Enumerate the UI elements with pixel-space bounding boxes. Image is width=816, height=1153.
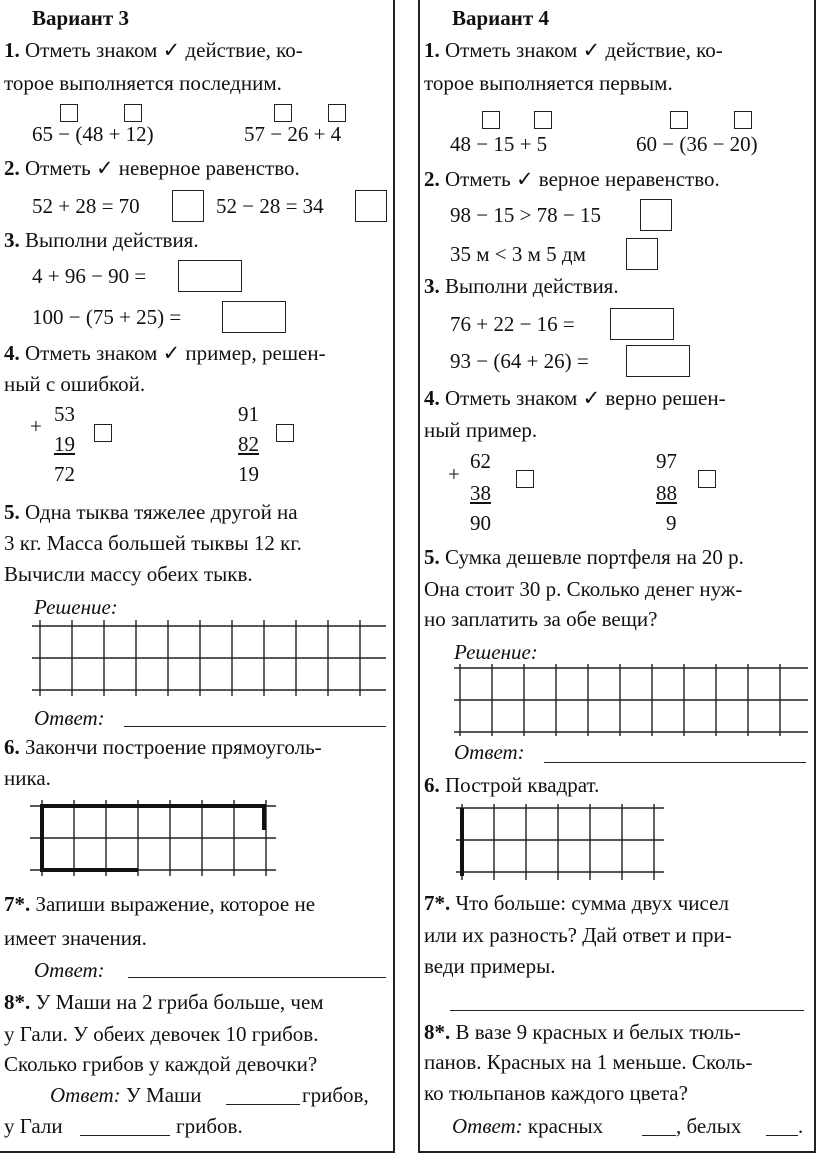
addend: 62: [470, 449, 491, 473]
variant-3-column: [0, 0, 395, 1153]
drawing-grid[interactable]: [30, 800, 276, 876]
variant-title: Вариант 3: [32, 6, 129, 30]
solution-grid[interactable]: [32, 620, 386, 696]
expression: 93 − (64 + 26) =: [450, 349, 589, 373]
subtrahend: 88: [656, 481, 677, 505]
check-box[interactable]: [172, 190, 204, 222]
task-5-line-2: 3 кг. Масса большей тыквы 12 кг.: [4, 531, 302, 555]
answer-row-1: Ответ: У Маши: [50, 1083, 202, 1107]
check-box[interactable]: [274, 104, 292, 122]
expression: 100 − (75 + 25) =: [32, 305, 182, 329]
task-7-line-3: веди примеры.: [424, 954, 556, 978]
drawing-grid[interactable]: [456, 804, 664, 880]
answer-box[interactable]: [222, 301, 286, 333]
answer-line[interactable]: [128, 977, 386, 978]
equation: 52 + 28 = 70: [32, 194, 140, 218]
answer-end: .: [798, 1114, 804, 1138]
solution-label: Решение:: [34, 595, 118, 619]
check-box[interactable]: [626, 238, 658, 270]
inequality: 35 м < 3 м 5 дм: [450, 242, 586, 266]
answer-blank[interactable]: [226, 1104, 300, 1105]
task-7-line-1: 7*. Запиши выражение, которое не: [4, 892, 316, 916]
task-7-line-2: имеет значения.: [4, 926, 147, 950]
addend: 38: [470, 481, 491, 505]
task-2-line-1: 2. Отметь ✓ верное неравенство.: [424, 167, 720, 191]
difference: 19: [238, 462, 259, 486]
check-box[interactable]: [670, 111, 688, 129]
addend: 53: [54, 402, 75, 426]
inequality: 98 − 15 > 78 − 15: [450, 203, 602, 227]
answer-line[interactable]: [124, 726, 386, 727]
answer-box[interactable]: [178, 260, 242, 292]
minuend: 91: [238, 402, 259, 426]
expression: 4 + 96 − 90 =: [32, 264, 147, 288]
check-box[interactable]: [516, 470, 534, 488]
check-box[interactable]: [60, 104, 78, 122]
task-5-line-2: Она стоит 30 р. Сколько денег нуж-: [424, 577, 743, 601]
task-1-line-2: торое выполняется первым.: [424, 71, 673, 95]
task-8-line-2: у Гали. У обеих девочек 10 грибов.: [4, 1022, 319, 1046]
task-6-line-1: 6. Закончи построение прямоуголь-: [4, 735, 322, 759]
variant-title: Вариант 4: [452, 6, 549, 30]
answer-line[interactable]: [544, 762, 806, 763]
check-box[interactable]: [94, 424, 112, 442]
check-box[interactable]: [534, 111, 552, 129]
answer-label: Ответ:: [34, 958, 105, 982]
answer-box[interactable]: [626, 345, 690, 377]
task-8-line-2: панов. Красных на 1 меньше. Сколь-: [424, 1050, 753, 1074]
check-box[interactable]: [328, 104, 346, 122]
task-7-line-1: 7*. Что больше: сумма двух чисел: [424, 891, 729, 915]
task-1-line-1: 1. Отметь знаком ✓ действие, ко-: [424, 38, 723, 62]
task-6-line-1: 6. Построй квадрат.: [424, 773, 600, 797]
task-3-line-1: 3. Выполни действия.: [424, 274, 619, 298]
expression: 57 − 26 + 4: [244, 122, 342, 146]
solution-grid[interactable]: [454, 664, 808, 736]
task-5-line-3: Вычисли массу обеих тыкв.: [4, 562, 253, 586]
task-1-line-1: 1. Отметь знаком ✓ действие, ко-: [4, 38, 303, 62]
task-8-line-3: Сколько грибов у каждой девочки?: [4, 1052, 318, 1076]
task-8-line-1: 8*. У Маши на 2 гриба больше, чем: [4, 990, 324, 1014]
answer-blank[interactable]: [642, 1135, 676, 1136]
plus-sign: +: [30, 414, 42, 438]
answer-blank[interactable]: [766, 1135, 798, 1136]
check-box[interactable]: [482, 111, 500, 129]
expression: 60 − (36 − 20): [636, 132, 758, 156]
task-7-line-2: или их разность? Дай ответ и при-: [424, 923, 732, 947]
answer-unit: грибов,: [302, 1083, 369, 1107]
subtrahend: 82: [238, 432, 259, 456]
task-2-line-1: 2. Отметь ✓ неверное равенство.: [4, 156, 300, 180]
plus-sign: +: [448, 462, 460, 486]
check-box[interactable]: [698, 470, 716, 488]
sum: 90: [470, 511, 491, 535]
check-box[interactable]: [124, 104, 142, 122]
answer-label: Ответ:: [34, 706, 105, 730]
answer-row: Ответ: красных: [452, 1114, 604, 1138]
task-4-line-1: 4. Отметь знаком ✓ пример, решен-: [4, 341, 326, 365]
task-6-line-2: ника.: [4, 766, 51, 790]
equation: 52 − 28 = 34: [216, 194, 324, 218]
task-8-line-3: ко тюльпанов каждого цвета?: [424, 1081, 688, 1105]
difference: 9: [666, 511, 677, 535]
answer-unit: грибов.: [176, 1114, 243, 1138]
answer-unit: , белых: [676, 1114, 742, 1138]
answer-box[interactable]: [610, 308, 674, 340]
task-4-line-2: ный с ошибкой.: [4, 372, 146, 396]
check-box[interactable]: [734, 111, 752, 129]
task-5-line-1: 5. Одна тыква тяжелее другой на: [4, 500, 298, 524]
answer-label: Ответ:: [454, 740, 525, 764]
answer-line[interactable]: [450, 1010, 804, 1011]
task-4-line-2: ный пример.: [424, 418, 538, 442]
answer-blank[interactable]: [80, 1135, 170, 1136]
task-5-line-1: 5. Сумка дешевле портфеля на 20 р.: [424, 545, 744, 569]
check-box[interactable]: [640, 199, 672, 231]
expression: 76 + 22 − 16 =: [450, 312, 575, 336]
addend: 19: [54, 432, 75, 456]
variant-4-column: [418, 0, 816, 1153]
check-box[interactable]: [276, 424, 294, 442]
task-8-line-1: 8*. В вазе 9 красных и белых тюль-: [424, 1020, 741, 1044]
expression: 65 − (48 + 12): [32, 122, 154, 146]
task-1-line-2: торое выполняется последним.: [4, 71, 282, 95]
task-3-line-1: 3. Выполни действия.: [4, 228, 199, 252]
minuend: 97: [656, 449, 677, 473]
solution-label: Решение:: [454, 640, 538, 664]
task-4-line-1: 4. Отметь знаком ✓ верно решен-: [424, 386, 726, 410]
answer-row-2: у Гали: [4, 1114, 63, 1138]
task-5-line-3: но заплатить за обе вещи?: [424, 607, 658, 631]
sum: 72: [54, 462, 75, 486]
expression: 48 − 15 + 5: [450, 132, 548, 156]
check-box[interactable]: [355, 190, 387, 222]
